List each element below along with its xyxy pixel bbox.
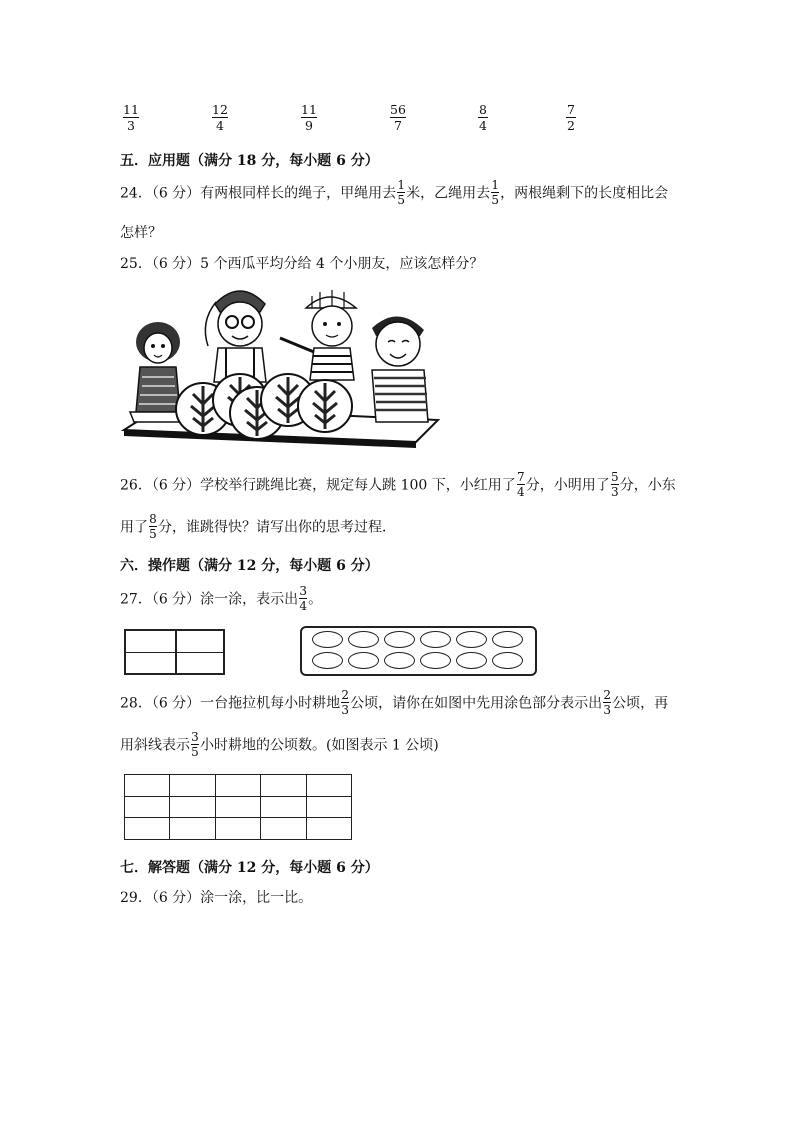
oval[interactable] — [420, 631, 451, 648]
grid-row — [125, 796, 352, 818]
denominator: 3 — [126, 118, 135, 133]
grid-cell[interactable] — [215, 796, 260, 818]
square-quarters[interactable] — [124, 629, 225, 675]
text: 26．（6 分）学校举行跳绳比赛，规定每人跳 100 下，小红用了 — [120, 477, 516, 494]
oval[interactable] — [312, 652, 343, 669]
fraction — [478, 103, 488, 132]
oval[interactable] — [348, 652, 379, 669]
kids-watermelon-illustration — [120, 282, 440, 454]
denominator: 2 — [567, 118, 575, 133]
text: 用斜线表示 — [120, 737, 190, 754]
boy-right — [372, 316, 428, 422]
oval[interactable] — [492, 631, 523, 648]
fraction — [212, 103, 228, 132]
text: 28．（6 分）一台拖拉机每小时耕地 — [120, 695, 341, 712]
fraction: $\frac{1}{5}$ — [491, 178, 499, 207]
denominator: 4 — [215, 118, 224, 133]
text: 。 — [308, 591, 323, 608]
fraction — [301, 103, 317, 132]
denominator: 4 — [479, 118, 487, 133]
text: ，两根绳剩下的长度相比会 — [500, 185, 669, 202]
text: 公顷，请你在如图中先用涂色部分表示出 — [350, 695, 603, 712]
fraction: $\frac{7}{4}$ — [516, 470, 525, 499]
fraction: $\frac{2}{3}$ — [341, 688, 349, 717]
text: 米，乙绳用去 — [406, 185, 491, 202]
text: 24．（6 分）有两根同样长的绳子，甲绳用去 — [120, 185, 397, 202]
numerator: 56 — [390, 102, 406, 117]
question-28-cont — [120, 732, 439, 759]
grid-cell[interactable] — [215, 775, 260, 797]
fraction: $\frac{3}{5}$ — [191, 730, 199, 759]
numerator: 11 — [301, 102, 317, 117]
grid-row — [125, 818, 352, 840]
fraction: $\frac{8}{5}$ — [149, 512, 157, 541]
section-heading-6: 六．操作题（满分 12 分，每小题 6 分） — [120, 558, 379, 574]
fraction — [390, 103, 406, 132]
denominator: 9 — [304, 118, 313, 133]
grid-cell[interactable] — [306, 796, 351, 818]
grid-cell[interactable] — [125, 775, 170, 797]
oval[interactable] — [456, 652, 487, 669]
grid-cell[interactable] — [125, 796, 170, 818]
boy-with-cap — [280, 290, 356, 380]
oval[interactable] — [456, 631, 487, 648]
fraction: $\frac{1}{5}$ — [397, 178, 405, 207]
fraction — [566, 103, 576, 132]
grid-cell[interactable] — [261, 818, 306, 840]
oval[interactable] — [492, 652, 523, 669]
numerator: 11 — [123, 102, 139, 117]
text: 分，谁跳得快？请写出你的思考过程． — [158, 519, 396, 536]
numerator: 8 — [479, 102, 487, 117]
grid-cell[interactable] — [215, 818, 260, 840]
text: 公顷，再 — [612, 695, 669, 712]
boy-with-glasses — [205, 291, 266, 382]
oval[interactable] — [384, 652, 415, 669]
question-25: 25．（6 分）5 个西瓜平均分给 4 个小朋友，应该怎样分？ — [120, 256, 484, 272]
grid-cell[interactable] — [261, 796, 306, 818]
oval-grid — [312, 631, 528, 673]
grid-row — [125, 775, 352, 797]
text: 27．（6 分）涂一涂，表示出 — [120, 591, 299, 608]
question-24 — [120, 180, 668, 207]
watermelons — [176, 374, 352, 439]
question-26 — [120, 472, 676, 499]
oval[interactable] — [384, 631, 415, 648]
text: 分，小东 — [619, 477, 676, 494]
text: 分，小明用了 — [525, 477, 610, 494]
grid-cell[interactable] — [125, 818, 170, 840]
section-heading-7: 七．解答题（满分 12 分，每小题 6 分） — [120, 860, 379, 876]
fraction: $\frac{5}{3}$ — [610, 470, 619, 499]
oval[interactable] — [312, 631, 343, 648]
denominator: 7 — [393, 118, 402, 133]
oval[interactable] — [348, 631, 379, 648]
text: 小时耕地的公顷数。(如图表示 1 公顷) — [200, 737, 439, 754]
numerator: 7 — [567, 102, 575, 117]
numerator: 12 — [212, 102, 228, 117]
grid-cell[interactable] — [170, 818, 215, 840]
text: 用了 — [120, 519, 148, 536]
fraction: $\frac{3}{4}$ — [299, 584, 307, 613]
question-28 — [120, 690, 668, 717]
fraction: $\frac{2}{3}$ — [603, 688, 611, 717]
grid-cell[interactable] — [306, 775, 351, 797]
question-27 — [120, 586, 322, 613]
grid-cell[interactable] — [261, 775, 306, 797]
grid-cell[interactable] — [170, 775, 215, 797]
oval[interactable] — [420, 652, 451, 669]
question-24-cont: 怎样？ — [120, 225, 162, 241]
grid-cell[interactable] — [170, 796, 215, 818]
divider — [126, 652, 223, 653]
grid-cell[interactable] — [306, 818, 351, 840]
hectare-grid[interactable] — [124, 774, 352, 840]
oval-tray — [300, 626, 537, 676]
question-29: 29．（6 分）涂一涂，比一比。 — [120, 890, 313, 906]
section-heading-5: 五．应用题（满分 18 分，每小题 6 分） — [120, 153, 379, 169]
question-26-cont — [120, 514, 396, 541]
fraction — [123, 103, 139, 132]
